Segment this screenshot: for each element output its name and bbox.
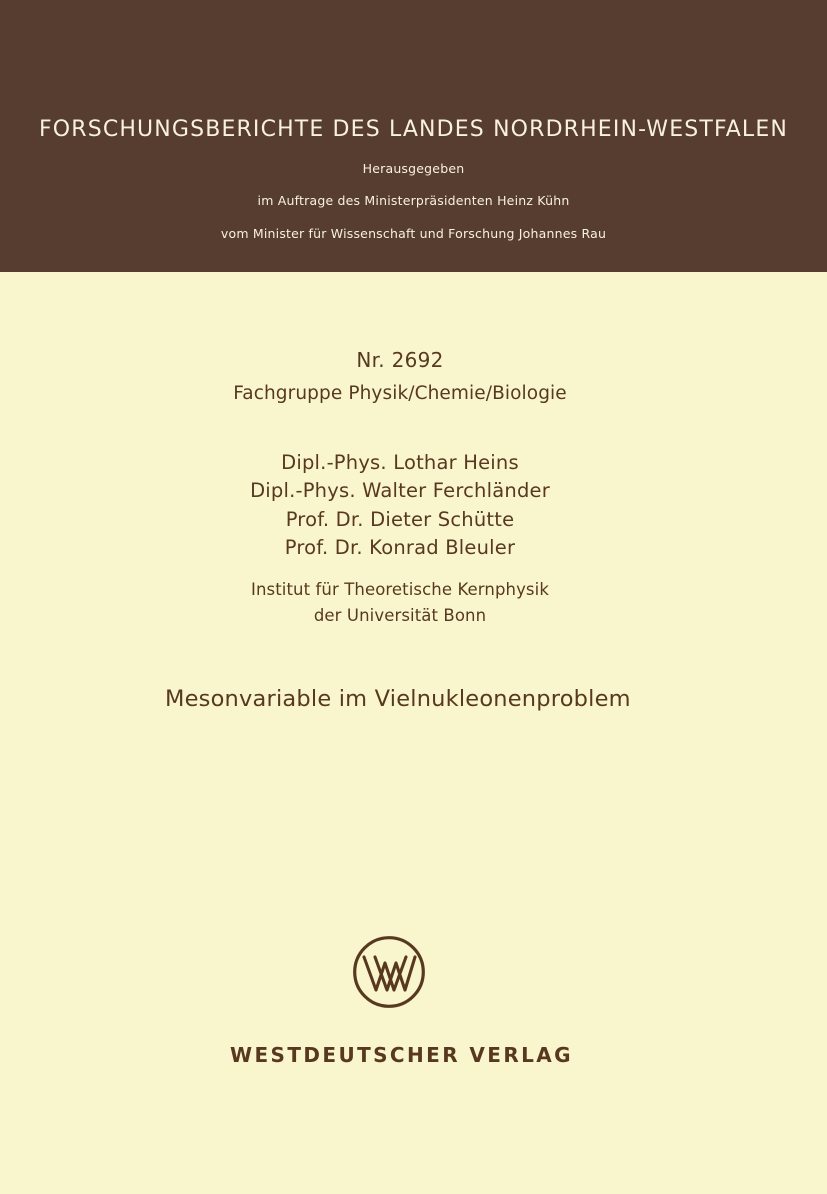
publisher-note-line-1: Herausgegeben [362, 161, 465, 176]
header-band [0, 0, 827, 272]
institute-line-2: der Universität Bonn [313, 606, 487, 625]
publisher-note-line-3: vom Minister für Wissenschaft und Forschung Johannes Rau [220, 226, 607, 241]
series-title: FORSCHUNGSBERICHTE DES LANDES NORDRHEIN-WESTFALEN [39, 117, 788, 142]
author-1: Dipl.-Phys. Lothar Heins [281, 451, 519, 474]
report-number: Nr. 2692 [356, 348, 444, 372]
author-2: Dipl.-Phys. Walter Ferchländer [250, 479, 550, 502]
publisher-note-line-2: im Auftrage des Ministerpräsidenten Heinz Kühn [257, 193, 570, 208]
institute-line-1: Institut für Theoretische Kernphysik [251, 580, 549, 599]
book-title: Mesonvariable im Vielnukleonenproblem [165, 686, 631, 712]
author-3: Prof. Dr. Dieter Schütte [285, 508, 515, 531]
publisher-name: WESTDEUTSCHER VERLAG [230, 1043, 573, 1067]
author-4: Prof. Dr. Konrad Bleuler [284, 536, 516, 559]
westdeutscher-verlag-logo-icon [352, 935, 426, 1009]
cover-content [0, 272, 827, 1194]
subject-group: Fachgruppe Physik/Chemie/Biologie [233, 383, 567, 404]
